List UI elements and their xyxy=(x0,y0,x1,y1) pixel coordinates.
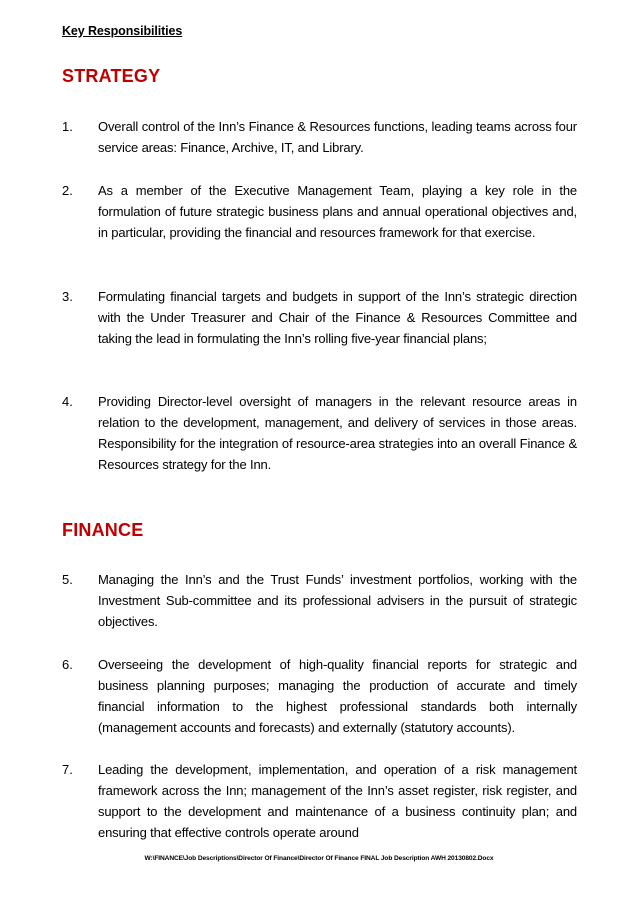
page-heading: Key Responsibilities xyxy=(62,24,183,38)
item-number: 1. xyxy=(62,119,73,134)
item-text: Overseeing the development of high-quality financial reports for strategic and business planning purposes; managing the production of accurate and timely financial information to the highest professional standards both internally (management accounts and forecasts) and externally (statutory accounts). xyxy=(98,657,577,735)
footer-file-path: W:\FINANCE\Job Descriptions\Director Of Finance\Director Of Finance FINAL Job Description AWH 20130802.Docx xyxy=(144,855,494,862)
item-number: 5. xyxy=(62,572,73,587)
item-number: 6. xyxy=(62,657,73,672)
item-text: Formulating financial targets and budgets in support of the Inn’s strategic direction with the Under Treasurer and Chair of the Finance & Resources Committee and taking the lead in formulating the Inn’s rolling five-year financial plans; xyxy=(98,289,577,346)
item-number: 2. xyxy=(62,183,73,198)
item-text: Providing Director-level oversight of managers in the relevant resource areas in relation to the development, management, and delivery of services in those areas. Responsibility for the integration of resource-area strategies into an overall Finance & Resources strategy for the Inn. xyxy=(98,394,577,472)
item-number: 4. xyxy=(62,394,73,409)
item-number: 3. xyxy=(62,289,73,304)
item-text: Overall control of the Inn’s Finance & Resources functions, leading teams across four service areas: Finance, Archive, IT, and Library. xyxy=(98,119,577,155)
section-title-finance: FINANCE xyxy=(62,520,144,540)
section-title-strategy: STRATEGY xyxy=(62,66,161,86)
item-text: As a member of the Executive Management Team, playing a key role in the formulation of future strategic business plans and annual operational objectives and, in particular, providing the financial and resources framework for that exercise. xyxy=(98,183,577,240)
item-text: Managing the Inn’s and the Trust Funds’ investment portfolios, working with the Investment Sub-committee and its professional advisers in the pursuit of strategic objectives. xyxy=(98,572,577,629)
item-text: Leading the development, implementation, and operation of a risk management framework across the Inn; management of the Inn’s asset register, risk register, and support to the development and maintenance of a business continuity plan; and ensuring that effective controls operate around xyxy=(98,762,577,840)
item-number: 7. xyxy=(62,762,73,777)
